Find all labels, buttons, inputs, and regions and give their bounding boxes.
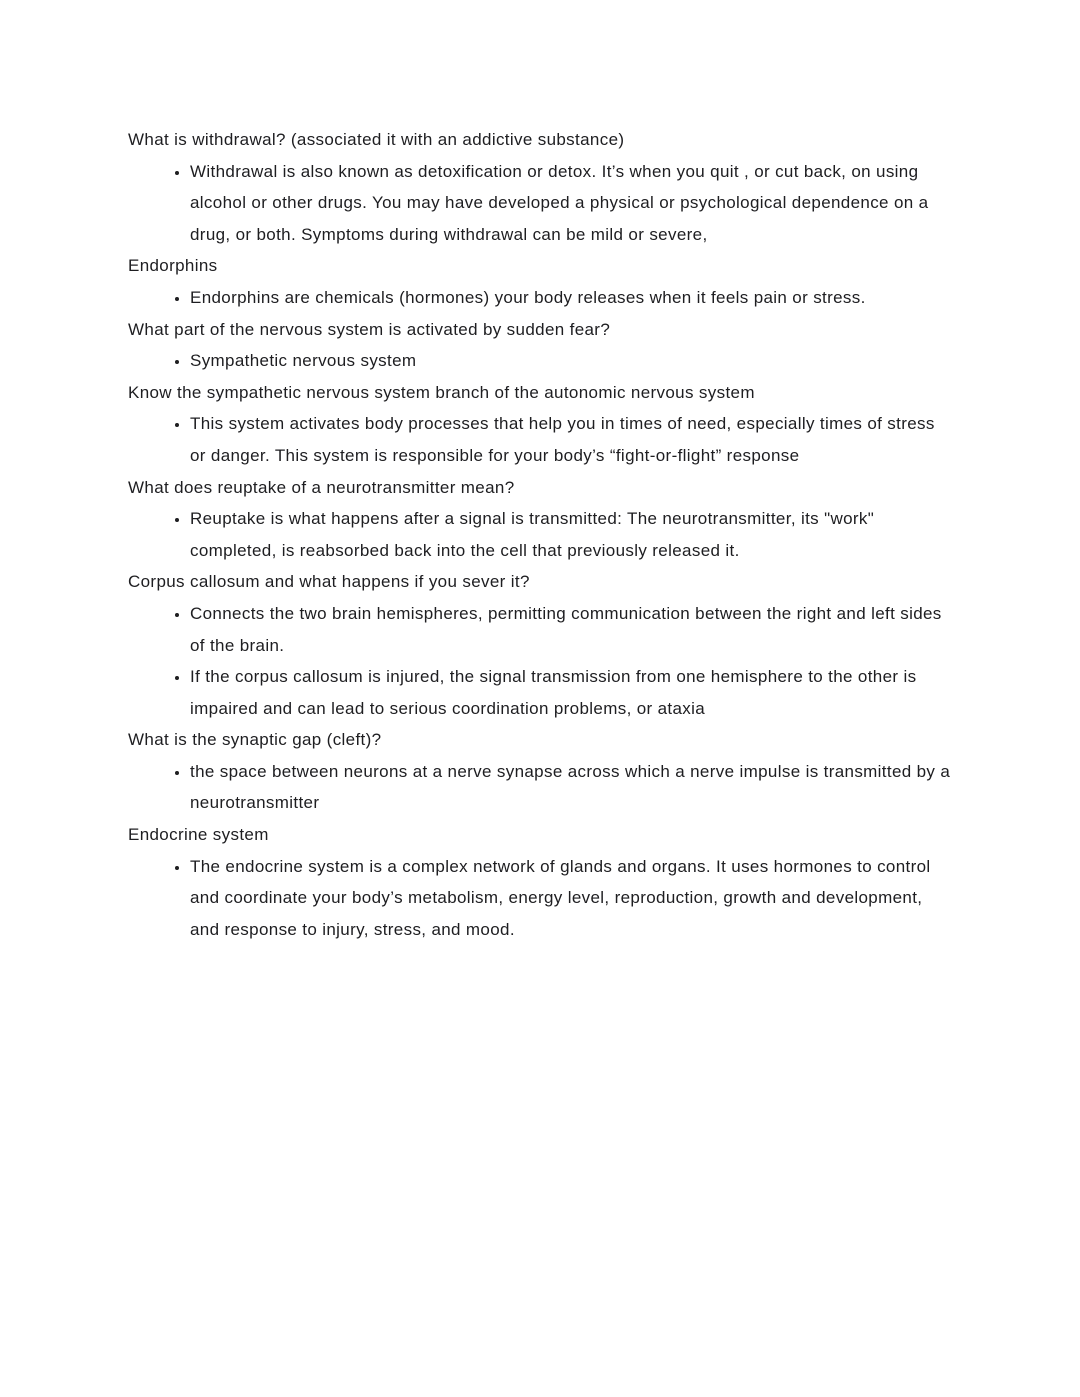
bullet-item: • Sympathetic nervous system xyxy=(190,345,954,377)
section-heading: Know the sympathetic nervous system branch of the autonomic nervous system xyxy=(128,382,755,402)
bullet-item: • If the corpus callosum is injured, the signal transmission from one hemisphere to the other is impaired and can lead to serious coordination problems, or ataxia xyxy=(190,661,954,724)
bullet-item: • the space between neurons at a nerve synapse across which a nerve impulse is transmitted by a neurotransmitter xyxy=(190,756,954,819)
bullet-item: • The endocrine system is a complex network of glands and organs. It uses hormones to control and coordinate your body’s metabolism, energy level, reproduction, growth and development, and response to injury, stress, and mood. xyxy=(190,851,954,946)
bullet-list xyxy=(128,503,954,566)
section-heading: Endocrine system xyxy=(128,825,269,845)
bullet-list xyxy=(128,408,954,471)
bullet-list xyxy=(128,756,954,819)
bullet-list xyxy=(128,282,954,314)
bullet-item: • Withdrawal is also known as detoxification or detox. It’s when you quit , or cut back, on using alcohol or other drugs. You may have developed a physical or psychological dependence on a drug, or both. Symptoms during withdrawal can be mild or severe, xyxy=(190,156,954,251)
bullet-item: • This system activates body processes that help you in times of need, especially times of stress or danger. This system is responsible for your body’s “fight-or-flight” response xyxy=(190,408,954,471)
bullet-list xyxy=(128,851,954,946)
section-heading: What does reuptake of a neurotransmitter mean? xyxy=(128,477,515,497)
bullet-item: • Endorphins are chemicals (hormones) your body releases when it feels pain or stress. xyxy=(190,282,954,314)
section-heading: Corpus callosum and what happens if you sever it? xyxy=(128,572,530,592)
bullet-item: • Connects the two brain hemispheres, permitting communication between the right and left sides of the brain. xyxy=(190,598,954,661)
section-heading: What is the synaptic gap (cleft)? xyxy=(128,730,382,750)
bullet-list xyxy=(128,345,954,377)
document-body xyxy=(128,124,954,945)
bullet-item: • Reuptake is what happens after a signal is transmitted: The neurotransmitter, its "work" completed, is reabsorbed back into the cell that previously released it. xyxy=(190,503,954,566)
section-heading: What is withdrawal? (associated it with an addictive substance) xyxy=(128,130,625,149)
section-heading: Endorphins xyxy=(128,256,218,276)
bullet-list xyxy=(128,598,954,724)
bullet-list xyxy=(128,156,954,251)
section-heading: What part of the nervous system is activated by sudden fear? xyxy=(128,319,611,339)
